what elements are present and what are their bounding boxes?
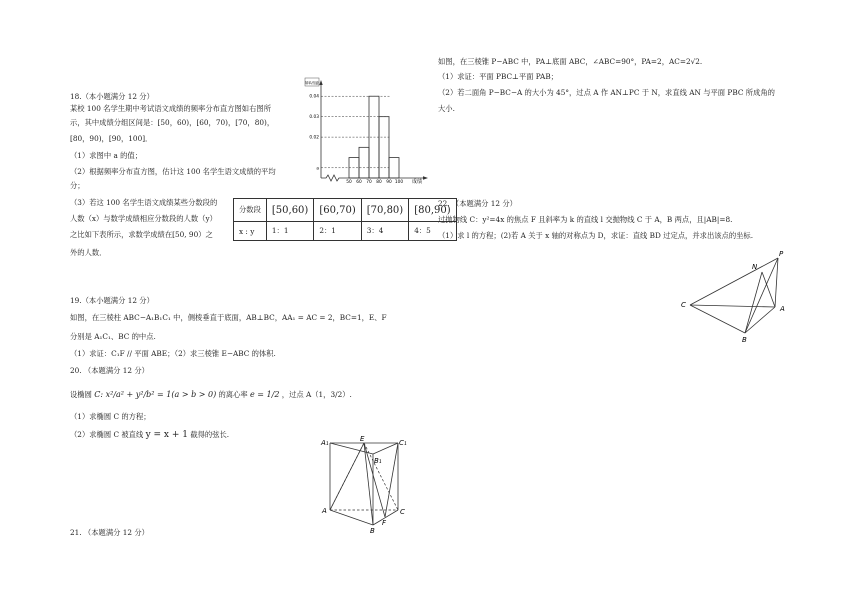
label-c: C [400, 508, 405, 516]
y-tick-label: 0.02 [309, 135, 319, 141]
q18-part2b: 分； [70, 181, 85, 190]
label-a: A [780, 305, 785, 313]
q19-header: 19.（本小题满分 12 分） [70, 296, 154, 305]
q22-line1: 过抛物线 C：y²=4x 的焦点 F 且斜率为 k 的直线 l 交抛物线 C 于 A，B 两点，且|AB|=8. [438, 215, 733, 224]
label-c: C [681, 301, 686, 309]
segment-c1f [385, 443, 398, 517]
q22-line2: （1）求 l 的方程；(2)若 A 关于 x 轴的对称点为 D，求证：直线 BD 过定点，并求出该点的坐标. [438, 231, 754, 240]
label-a: A [322, 507, 327, 515]
x-tick-label: 70 [366, 180, 372, 185]
label-f: F [382, 519, 387, 527]
y-axis-label: 频率/组距 [304, 81, 320, 85]
table-cell: 4：5 [409, 222, 456, 241]
axis-break-icon [321, 175, 340, 181]
x-tick-label: 100 [394, 180, 404, 185]
table-cell: [80,90) [409, 199, 456, 222]
ratio-table-row [234, 222, 457, 241]
segment-eb [364, 443, 373, 525]
segment-ec-hidden [364, 443, 398, 510]
q22-header: 22. （本题满分 12 分） [438, 199, 517, 208]
x-tick-label: 90 [386, 180, 392, 185]
label-n: N [752, 263, 758, 271]
x-axis-label: 成绩 [412, 179, 423, 185]
label-b1: B₁ [374, 457, 382, 465]
q18-line2: 示，其中成绩分组区间是：[50，60)，[60，70)，[70，80)， [70, 118, 275, 127]
y-tick-label: 0.03 [309, 115, 319, 121]
table-cell: 分数段 [234, 199, 267, 222]
label-a1: A₁ [321, 439, 329, 447]
histogram-bar [359, 147, 369, 178]
q20-part2-pre: （2）求椭圆 C 被直线 [70, 430, 144, 439]
q20-line1-post: ，过点 A（1，3/2）. [281, 390, 352, 399]
q21-header: 21. （本题满分 12 分） [70, 528, 149, 537]
q19-line1: 如图，在三棱柱 ABC−A₁B₁C₁ 中，侧棱垂直于底面，AB⊥BC，AA₁ = AC = 2，BC=1，E、F [70, 313, 387, 322]
table-cell: x : y [234, 222, 267, 241]
table-cell: [60,70) [314, 199, 361, 222]
q20-part2 [70, 430, 229, 440]
segment-bn [745, 272, 762, 333]
q18-line3: [80，90)，[90，100]． [70, 134, 153, 143]
edge-pa [775, 258, 778, 307]
edge-ab [330, 510, 373, 525]
table-cell: 3：4 [361, 222, 408, 241]
q18-part2a: （2）根据频率分布直方图，估计这 100 名学生语文成绩的平均 [70, 167, 276, 176]
ellipse-equation: C: x²/a² + y²/b² = 1(a > b > 0) [94, 390, 217, 399]
q19-line2: 分别是 A₁C₁、BC 的中点. [70, 332, 156, 341]
edge-ca [690, 305, 775, 307]
q19-line3: （1）求证：C₁F // 平面 ABE；（2）求三棱锥 E−ABC 的体积. [70, 349, 276, 358]
segment-ae-hidden [330, 443, 364, 510]
y-tick-label: a [316, 166, 319, 172]
q21-line1: 如图，在三棱锥 P−ABC 中，PA⊥底面 ABC，∠ABC=90°，PA=2，AC=2√2. [438, 57, 703, 66]
q18-header: 18.（本小题满分 12 分） [70, 92, 154, 101]
q18-line1: 某校 100 名学生期中考试语文成绩的频率分布直方图如右图所 [70, 104, 271, 113]
label-p: P [779, 250, 784, 258]
edge-b1c1 [373, 443, 398, 454]
ratio-table-head [234, 199, 457, 222]
edge-cb [690, 305, 745, 333]
q20-line1-pre: 设椭圆 [70, 390, 92, 399]
label-b: B [370, 527, 375, 535]
segment-ef [364, 443, 385, 517]
q21-part2b: 大小. [438, 104, 455, 113]
frequency-histogram [300, 76, 430, 186]
prism-figure [318, 434, 408, 534]
eccentricity: e = 1/2 [250, 390, 280, 399]
q20-line1-mid: 的离心率 [218, 390, 248, 399]
edge-ab [745, 307, 775, 333]
q18-part3b: 人数（x）与数学成绩相应分数段的人数（y） [70, 214, 217, 223]
ratio-table [233, 198, 457, 241]
histogram-bar [389, 158, 399, 178]
label-c1: C₁ [399, 439, 407, 447]
pyramid-figure [678, 248, 790, 343]
q18-part1: （1）求图中 a 的值； [70, 151, 143, 160]
q20-part2-post: 截得的弦长. [190, 430, 230, 439]
edge-pb [745, 258, 778, 333]
label-b: B [742, 336, 747, 344]
q20-part1: （1）求椭圆 C 的方程； [70, 412, 151, 421]
table-cell: 1：1 [266, 222, 313, 241]
q21-part1: （1）求证：平面 PBC⊥平面 PAB； [438, 72, 558, 81]
table-cell: [70,80) [361, 199, 408, 222]
y-tick-label: 0.04 [309, 94, 319, 100]
histogram-bar [379, 117, 389, 178]
q20-line1 [70, 390, 352, 400]
edge-pc [690, 258, 778, 305]
table-cell: 2：1 [314, 222, 361, 241]
x-tick-label: 50 [346, 180, 352, 185]
x-tick-label: 60 [356, 180, 362, 185]
label-e: E [360, 435, 365, 443]
y-axis-arrow [319, 80, 322, 85]
q18-part3c: 之比如下表所示，求数学成绩在[50, 90）之 [70, 230, 213, 239]
q18-part3d: 外的人数． [70, 248, 107, 257]
q21-part2a: （2）若二面角 P−BC−A 的大小为 45°，过点 A 作 AN⊥PC 于 N，求直线 AN 与平面 PBC 所成角的 [438, 88, 775, 97]
table-cell: [50,60) [266, 199, 313, 222]
x-tick-label: 80 [376, 180, 382, 185]
line-equation: y = x + 1 [145, 430, 188, 440]
x-axis-arrow [423, 176, 428, 179]
q20-header: 20. （本题满分 12 分） [70, 366, 149, 375]
q18-part3a: （3）若这 100 名学生语文成绩某些分数段的 [70, 198, 218, 207]
